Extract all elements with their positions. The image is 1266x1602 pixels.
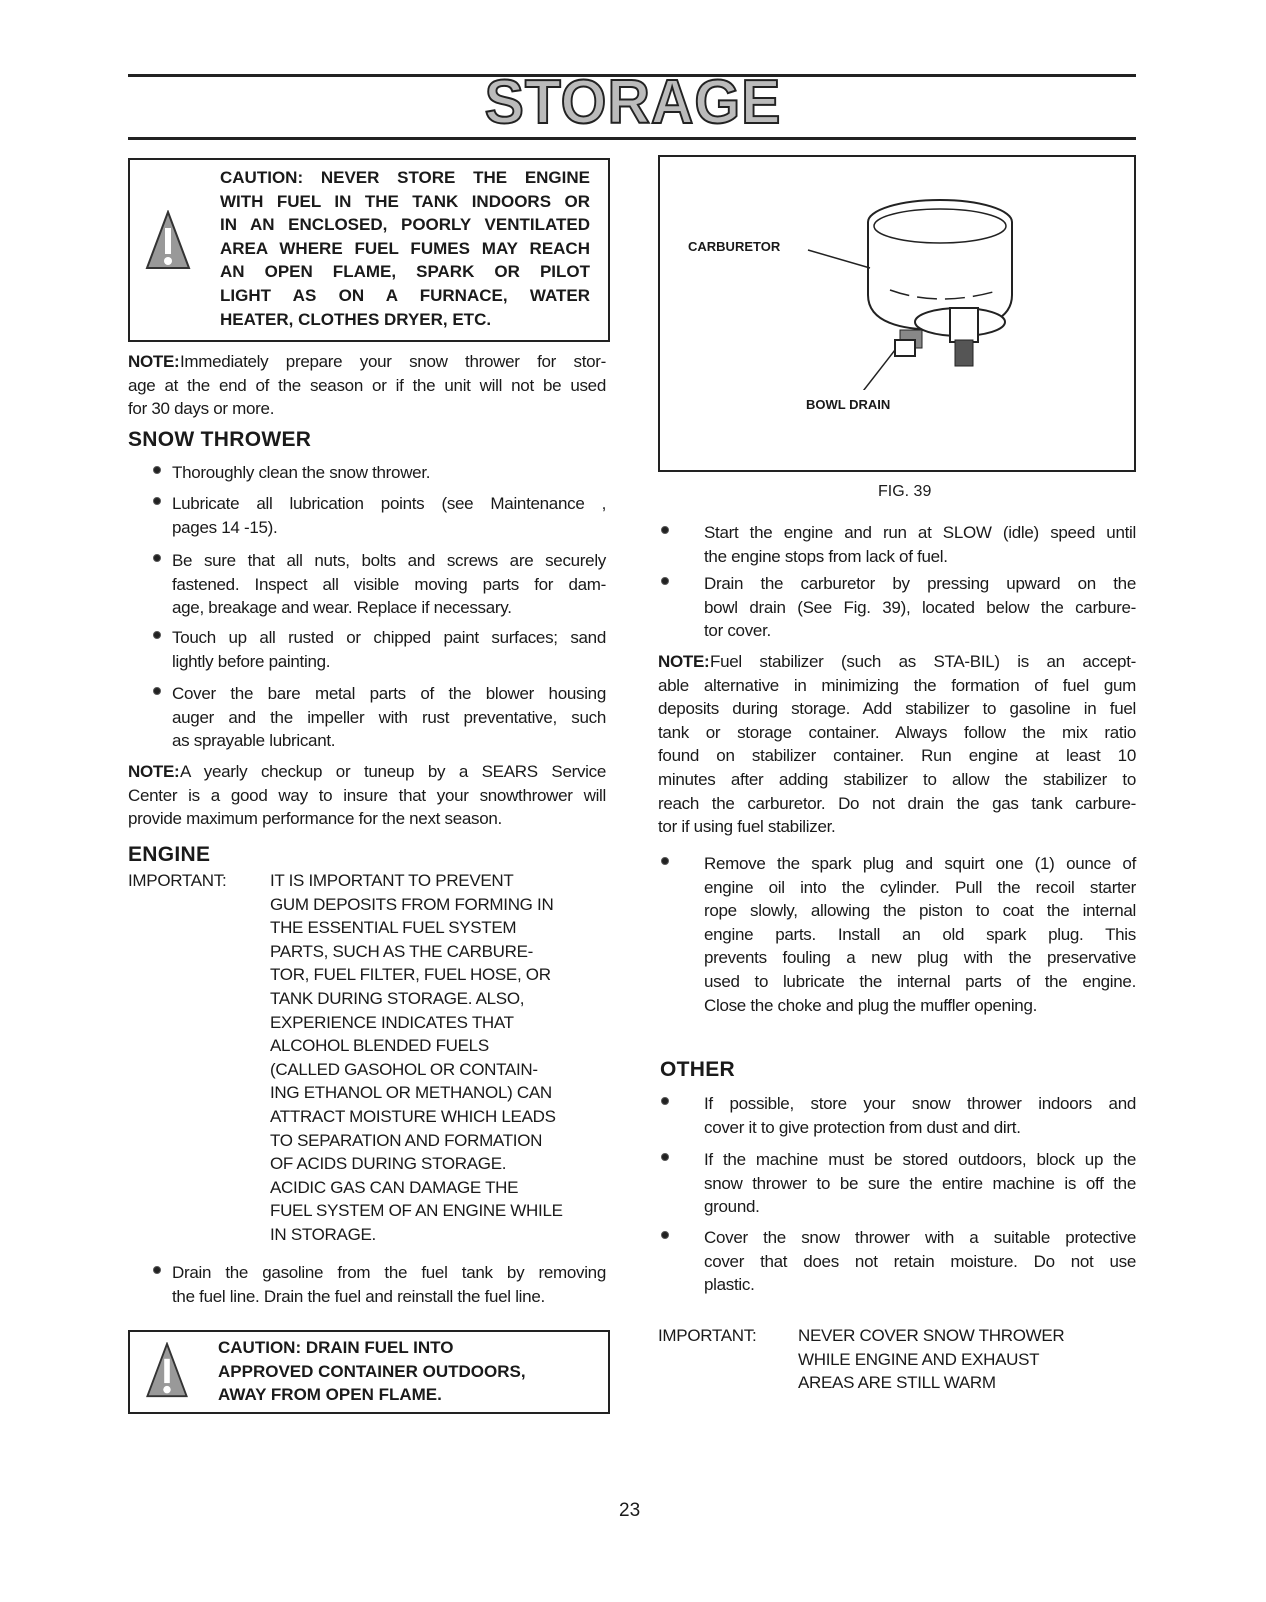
text-line: Cover the snow thrower with a suitable protective	[704, 1228, 1136, 1247]
text-line: TOR, FUEL FILTER, FUEL HOSE, OR	[270, 965, 551, 985]
text-line: engine oil into the cylinder. Pull the recoil starter	[704, 877, 1136, 897]
text-line: THE ESSENTIAL FUEL SYSTEM	[270, 918, 517, 938]
text-line: ALCOHOL BLENDED FUELS	[270, 1036, 489, 1056]
text-line: Immediately prepare your snow thrower for stor-	[180, 352, 606, 371]
text-line: ACIDIC GAS CAN DAMAGE THE	[270, 1177, 519, 1197]
note-prepare-text	[128, 350, 606, 421]
bullet-icon	[153, 1266, 161, 1274]
text-line: tor cover.	[704, 621, 771, 641]
text-line: the engine stops from lack of fuel.	[704, 546, 948, 566]
other-heading: OTHER	[660, 1058, 735, 1081]
text-line: tor if using fuel stabilizer.	[658, 817, 836, 837]
bullet-icon	[661, 1097, 669, 1105]
snow-thrower-heading: SNOW THROWER	[128, 428, 312, 451]
note-label: NOTE:	[128, 352, 180, 371]
text-line: Close the choke and plug the muffler opening.	[704, 995, 1038, 1015]
text-line: age at the end of the season or if the unit will not be used	[128, 375, 606, 395]
text-line: bowl drain (See Fig. 39), located below the carbure-	[704, 597, 1136, 617]
warning-icon	[145, 1342, 189, 1398]
text-line: used to lubricate the internal parts of the engine.	[704, 971, 1136, 991]
bullet-icon	[153, 466, 161, 474]
text-line: Cover the bare metal parts of the blower housing	[172, 684, 606, 703]
note-stabilizer	[658, 650, 1136, 839]
text-line: prevents fouling a new plug with the preservative	[704, 948, 1136, 968]
text-line: AREA WHERE FUEL FUMES MAY REACH	[220, 238, 590, 258]
text-line: If possible, store your snow thrower indoors and	[704, 1094, 1136, 1113]
bullet-text	[172, 461, 606, 485]
text-line: HEATER, CLOTHES DRYER, ETC.	[220, 309, 492, 329]
text-line: GUM DEPOSITS FROM FORMING IN	[270, 894, 554, 914]
note-label: NOTE:	[128, 762, 180, 781]
text-line: ground.	[704, 1197, 760, 1217]
text-line: LIGHT AS ON A FURNACE, WATER	[220, 285, 590, 305]
text-line: WHILE ENGINE AND EXHAUST	[798, 1349, 1040, 1369]
text-line: plastic.	[704, 1275, 755, 1295]
text-line: found on stabilizer container. Run engine at least 10	[658, 746, 1136, 766]
text-line: pages 14 -15).	[172, 517, 278, 537]
title-rule	[128, 137, 1136, 140]
text-line: AWAY FROM OPEN FLAME.	[218, 1385, 442, 1405]
bullet-icon	[661, 1153, 669, 1161]
text-line: NEVER COVER SNOW THROWER	[798, 1326, 1065, 1345]
text-line: deposits during storage. Add stabilizer to gasoline in fuel	[658, 699, 1136, 719]
bullet-text	[704, 1092, 1136, 1139]
text-line: APPROVED CONTAINER OUTDOORS,	[218, 1361, 526, 1381]
text-line: cover that does not retain moisture. Do not use	[704, 1251, 1136, 1271]
text-line: lightly before painting.	[172, 651, 331, 671]
text-line: ATTRACT MOISTURE WHICH LEADS	[270, 1106, 556, 1126]
note-stabilizer-text	[658, 650, 1136, 839]
text-line: WITH FUEL IN THE TANK INDOORS OR	[220, 191, 590, 211]
text-line: Thoroughly clean the snow thrower.	[172, 463, 431, 482]
text-line: Touch up all rusted or chipped paint surfaces; sand	[172, 628, 606, 647]
bullet-text	[704, 1148, 1136, 1219]
bullet-text	[172, 682, 606, 753]
note-prepare	[128, 350, 606, 421]
spark-plug-text	[704, 852, 1136, 1017]
text-line: IT IS IMPORTANT TO PREVENT	[270, 871, 514, 890]
text-line: able alternative in minimizing the formation of fuel gum	[658, 675, 1136, 695]
text-line: the fuel line. Drain the fuel and reinstall the fuel line.	[172, 1286, 545, 1306]
text-line: CAUTION: DRAIN FUEL INTO	[218, 1338, 454, 1357]
page-title: STORAGE	[484, 68, 782, 137]
text-line: Lubricate all lubrication points (see Maintenance ,	[172, 494, 606, 513]
text-line: as sprayable lubricant.	[172, 731, 336, 751]
bullet-icon	[153, 631, 161, 639]
carburetor-label: CARBURETOR	[688, 239, 781, 254]
bullet-icon	[153, 497, 161, 505]
text-line: minutes after adding stabilizer to allow the stabilizer to	[658, 769, 1136, 789]
bullet-icon	[661, 1231, 669, 1239]
text-line: IN STORAGE.	[270, 1224, 376, 1244]
text-line: ING ETHANOL OR METHANOL) CAN	[270, 1083, 552, 1103]
text-line: IN AN ENCLOSED, POORLY VENTILATED	[220, 215, 590, 235]
text-line: Center is a good way to insure that your snowthrower will	[128, 785, 606, 805]
text-line: EXPERIENCE INDICATES THAT	[270, 1012, 514, 1032]
text-line: TO SEPARATION AND FORMATION	[270, 1130, 543, 1150]
text-line: fastened. Inspect all visible moving parts for dam-	[172, 574, 606, 594]
text-line: A yearly checkup or tuneup by a SEARS Service	[180, 762, 606, 781]
engine-heading: ENGINE	[128, 843, 211, 866]
text-line: OF ACIDS DURING STORAGE.	[270, 1154, 507, 1174]
note-label: NOTE:	[658, 652, 710, 671]
text-line: Be sure that all nuts, bolts and screws are securely	[172, 551, 606, 570]
important-label: IMPORTANT:	[128, 871, 227, 890]
text-line: tank or storage container. Always follow the mix ratio	[658, 722, 1136, 742]
text-line: for 30 days or more.	[128, 399, 275, 419]
bullet-text	[172, 492, 606, 539]
bullet-text	[704, 521, 1136, 568]
text-line: Remove the spark plug and squirt one (1) ounce of	[704, 854, 1136, 873]
text-line: provide maximum performance for the next season.	[128, 809, 502, 829]
text-line: AN OPEN FLAME, SPARK OR PILOT	[220, 262, 590, 282]
text-line: Drain the gasoline from the fuel tank by removing	[172, 1263, 606, 1282]
text-line: auger and the impeller with rust preventative, such	[172, 707, 606, 727]
carburetor-illustration	[800, 190, 1040, 390]
bullet-text	[704, 1226, 1136, 1297]
text-line: Fuel stabilizer (such as STA-BIL) is an accept-	[710, 652, 1136, 671]
text-line: Start the engine and run at SLOW (idle) speed until	[704, 523, 1136, 542]
text-line: CAUTION: NEVER STORE THE ENGINE	[220, 168, 590, 187]
bullet-icon	[153, 687, 161, 695]
figure-caption: FIG. 39	[878, 483, 932, 500]
important-engine-text	[270, 869, 610, 1247]
text-line: PARTS, SUCH AS THE CARBURE-	[270, 941, 534, 961]
important-label-other: IMPORTANT:	[658, 1326, 757, 1345]
note-checkup-text	[128, 760, 606, 831]
text-line: rope slowly, allowing the piston to coat the internal	[704, 901, 1136, 921]
text-line: (CALLED GASOHOL OR CONTAIN-	[270, 1059, 538, 1079]
bullet-text	[704, 572, 1136, 643]
important-other-text	[798, 1324, 1136, 1395]
drain-gasoline-text	[172, 1261, 606, 1308]
text-line: If the machine must be stored outdoors, block up the	[704, 1150, 1136, 1169]
note-checkup	[128, 760, 606, 831]
page-number: 23	[619, 1500, 641, 1521]
text-line: AREAS ARE STILL WARM	[798, 1373, 996, 1393]
text-line: age, breakage and wear. Replace if necessary.	[172, 598, 512, 618]
bullet-icon	[661, 857, 669, 865]
text-line: Drain the carburetor by pressing upward on the	[704, 574, 1136, 593]
text-line: engine parts. Install an old spark plug. This	[704, 924, 1136, 944]
bullet-text	[172, 549, 606, 620]
text-line: reach the carburetor. Do not drain the gas tank carbure-	[658, 793, 1136, 813]
caution-text-drain	[218, 1336, 598, 1407]
bullet-text	[172, 626, 606, 673]
bullet-icon	[153, 554, 161, 562]
text-line: FUEL SYSTEM OF AN ENGINE WHILE	[270, 1201, 563, 1221]
caution-text-storage	[220, 166, 590, 331]
text-line: TANK DURING STORAGE. ALSO,	[270, 988, 525, 1008]
text-line: snow thrower to be sure the entire machine is off the	[704, 1173, 1136, 1193]
text-line: cover it to give protection from dust and dirt.	[704, 1117, 1021, 1137]
bowl-drain-label: BOWL DRAIN	[806, 397, 891, 412]
warning-icon	[145, 210, 191, 270]
bullet-icon	[661, 577, 669, 585]
bullet-icon	[661, 526, 669, 534]
